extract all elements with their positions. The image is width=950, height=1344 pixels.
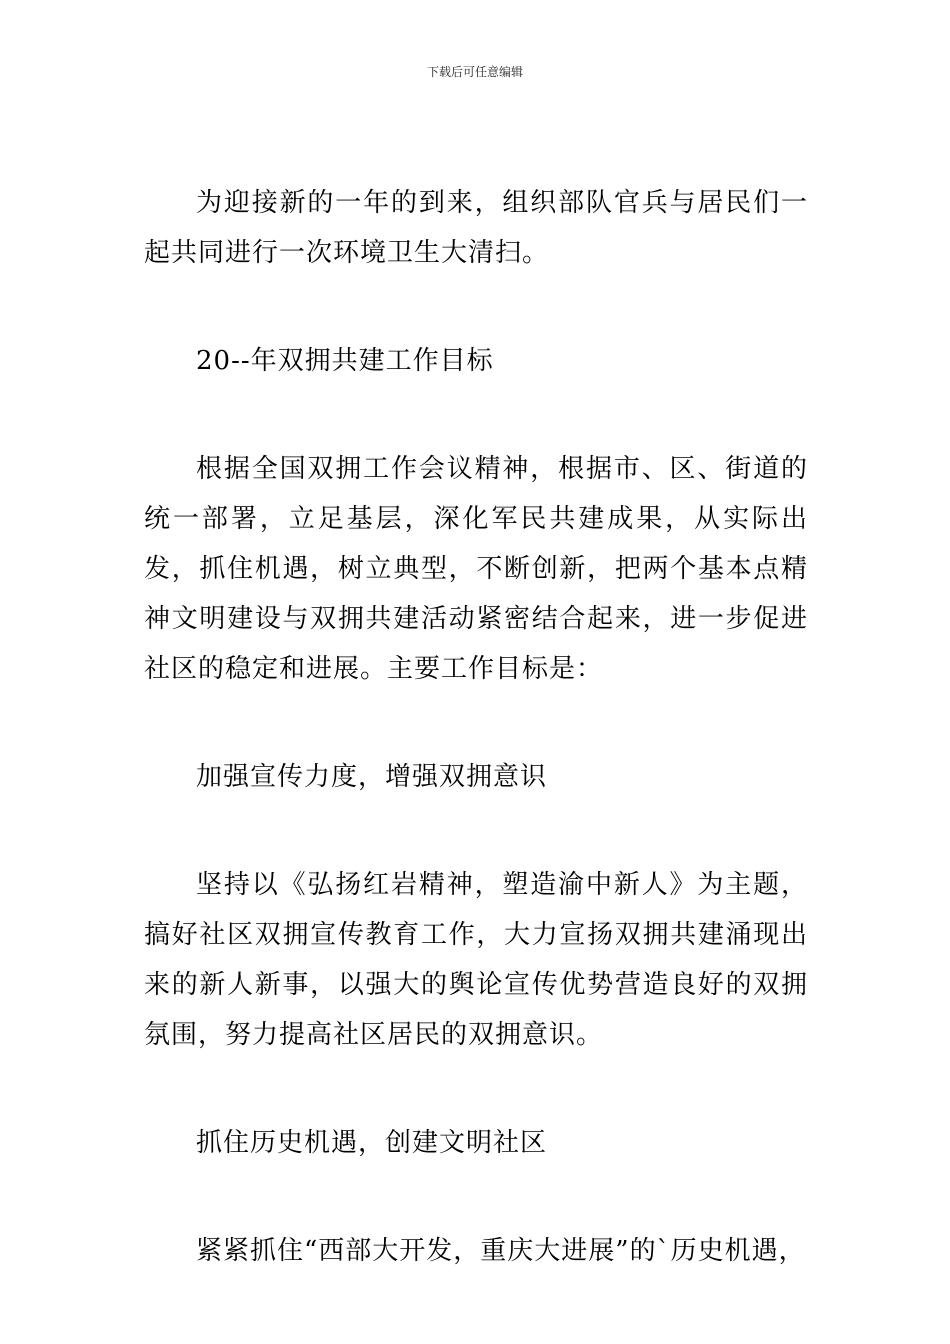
page-header: 下载后可任意编辑	[426, 65, 523, 79]
section-heading-annual-goals: 20--年双拥共建工作目标	[196, 346, 494, 376]
section-heading-publicity: 加强宣传力度，增强双拥意识	[196, 762, 548, 792]
paragraph-opportunity: 紧紧抓住“西部大开发，重庆大进展”的`历史机遇，	[196, 1236, 806, 1266]
paragraph-work-goals: 根据全国双拥工作会议精神，根据市、区、街道的统一部署，立足基层，深化军民共建成果，从实际出发，抓住机遇，树立典型，不断创新，把两个基本点精神文明建设与双拥共建活动紧密结合起来，进一步促进社区的稳定和进展。主要工作目标是：	[144, 454, 808, 684]
paragraph-cleanup-activity: 为迎接新的一年的到来，组织部队官兵与居民们一起共同进行一次环境卫生大清扫。	[144, 188, 808, 268]
paragraph-publicity: 坚持以《弘扬红岩精神，塑造渝中新人》为主题，搞好社区双拥宣传教育工作，大力宣扬双拥共建涌现出来的新人新事，以强大的舆论宣传优势营造良好的双拥氛围，努力提高社区居民的双拥意识。	[144, 870, 808, 1050]
section-heading-opportunity: 抓住历史机遇，创建文明社区	[196, 1128, 548, 1158]
document-body	[144, 178, 808, 1334]
